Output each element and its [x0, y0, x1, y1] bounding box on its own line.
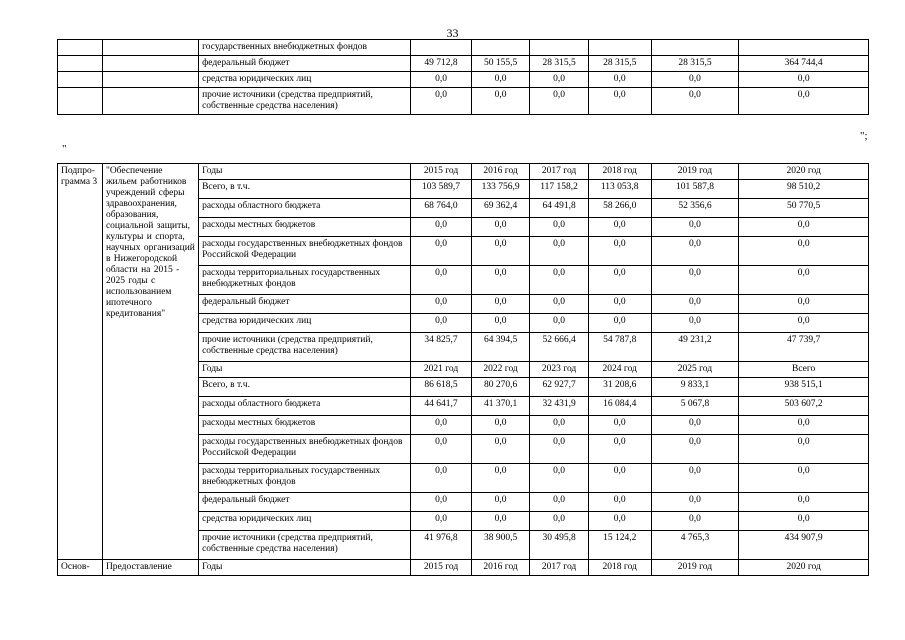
value-cell: 49 712,8: [411, 56, 472, 72]
value-cell: 4 765,3: [651, 531, 739, 560]
value-cell: 86 618,5: [411, 378, 472, 397]
value-cell: 0,0: [471, 237, 530, 266]
value-cell: [588, 40, 651, 56]
value-cell: 0,0: [588, 512, 651, 531]
value-cell: 0,0: [471, 464, 530, 493]
empty-cell: [58, 88, 103, 115]
value-cell: 0,0: [651, 266, 739, 295]
value-cell: 133 756,9: [471, 180, 530, 199]
row-label: расходы местных бюджетов: [199, 416, 411, 435]
row-label: прочие источники (средства предприятий, собственные средства населения): [199, 531, 411, 560]
value-cell: 0,0: [411, 435, 472, 464]
row-label: расходы государственных внебюджетных фондов Российской Федерации: [199, 237, 411, 266]
value-cell: 0,0: [530, 237, 589, 266]
program-code: Подпро-грамма 3: [58, 164, 103, 560]
value-cell: 0,0: [411, 512, 472, 531]
row-label: расходы областного бюджета: [199, 199, 411, 218]
value-cell: 0,0: [739, 266, 869, 295]
table-row: [58, 40, 869, 56]
row-code: Основ-: [58, 560, 103, 576]
value-cell: 0,0: [739, 314, 869, 333]
value-cell: 15 124,2: [588, 531, 651, 560]
table-row: [58, 88, 869, 115]
value-cell: 0,0: [651, 237, 739, 266]
value-cell: 0,0: [411, 72, 472, 88]
value-cell: 0,0: [530, 493, 589, 512]
value-cell: 0,0: [471, 218, 530, 237]
value-cell: 0,0: [588, 88, 651, 115]
value-cell: 0,0: [651, 464, 739, 493]
row-label: средства юридических лиц: [199, 314, 411, 333]
value-cell: 68 764,0: [411, 199, 472, 218]
value-cell: 0,0: [411, 416, 472, 435]
value-cell: 44 641,7: [411, 397, 472, 416]
closing-quote: ";: [860, 130, 868, 142]
page-number: 33: [446, 26, 459, 40]
table-row: [58, 560, 869, 576]
years-header-label: Годы: [199, 362, 411, 378]
value-cell: 31 208,6: [588, 378, 651, 397]
value-cell: 0,0: [530, 295, 589, 314]
year-header: 2019 год: [651, 560, 739, 576]
value-cell: [530, 40, 589, 56]
value-cell: 0,0: [588, 314, 651, 333]
value-cell: 0,0: [651, 295, 739, 314]
year-header: 2016 год: [471, 560, 530, 576]
value-cell: 0,0: [530, 435, 589, 464]
value-cell: 64 491,8: [530, 199, 589, 218]
value-cell: 0,0: [651, 72, 739, 88]
value-cell: 113 053,8: [588, 180, 651, 199]
value-cell: 98 510,2: [739, 180, 869, 199]
row-name: Предоставление: [102, 560, 198, 576]
value-cell: 49 231,2: [651, 333, 739, 362]
value-cell: 0,0: [471, 72, 530, 88]
value-cell: 0,0: [471, 295, 530, 314]
value-cell: 28 315,5: [588, 56, 651, 72]
value-cell: 103 589,7: [411, 180, 472, 199]
year-header: Всего: [739, 362, 869, 378]
row-label: федеральный бюджет: [199, 295, 411, 314]
row-label: расходы областного бюджета: [199, 397, 411, 416]
table-row: [58, 72, 869, 88]
value-cell: 62 927,7: [530, 378, 589, 397]
year-header: 2020 год: [739, 164, 869, 180]
value-cell: 0,0: [411, 493, 472, 512]
year-header: 2019 год: [651, 164, 739, 180]
value-cell: 16 084,4: [588, 397, 651, 416]
value-cell: 0,0: [411, 218, 472, 237]
value-cell: 0,0: [530, 266, 589, 295]
value-cell: 0,0: [471, 266, 530, 295]
value-cell: 0,0: [530, 416, 589, 435]
value-cell: 54 787,8: [588, 333, 651, 362]
row-label: прочие источники (средства предприятий, собственные средства населения): [199, 88, 411, 115]
value-cell: 0,0: [530, 218, 589, 237]
year-header: 2015 год: [411, 164, 472, 180]
value-cell: 0,0: [651, 218, 739, 237]
value-cell: 0,0: [588, 237, 651, 266]
row-label: средства юридических лиц: [199, 72, 411, 88]
row-label: расходы местных бюджетов: [199, 218, 411, 237]
value-cell: 0,0: [739, 72, 869, 88]
value-cell: 0,0: [739, 88, 869, 115]
subprogram-table: [57, 163, 869, 576]
value-cell: 0,0: [530, 88, 589, 115]
table-row: [58, 164, 869, 180]
row-label: государственных внебюджетных фондов: [199, 40, 411, 56]
empty-cell: [102, 72, 198, 88]
value-cell: 0,0: [588, 266, 651, 295]
value-cell: 0,0: [530, 512, 589, 531]
value-cell: 52 666,4: [530, 333, 589, 362]
value-cell: 0,0: [471, 88, 530, 115]
year-header: 2018 год: [588, 560, 651, 576]
empty-cell: [102, 56, 198, 72]
year-header: 2024 год: [588, 362, 651, 378]
value-cell: 5 067,8: [651, 397, 739, 416]
value-cell: 364 744,4: [739, 56, 869, 72]
value-cell: 30 495,8: [530, 531, 589, 560]
value-cell: 0,0: [411, 295, 472, 314]
value-cell: 0,0: [411, 266, 472, 295]
value-cell: 0,0: [651, 314, 739, 333]
value-cell: 47 739,7: [739, 333, 869, 362]
value-cell: 9 833,1: [651, 378, 739, 397]
value-cell: 0,0: [411, 464, 472, 493]
value-cell: 41 370,1: [471, 397, 530, 416]
value-cell: 0,0: [471, 314, 530, 333]
row-label: средства юридических лиц: [199, 512, 411, 531]
value-cell: 0,0: [739, 218, 869, 237]
value-cell: 58 266,0: [588, 199, 651, 218]
value-cell: 0,0: [651, 416, 739, 435]
value-cell: 0,0: [739, 295, 869, 314]
row-label: расходы территориальных государственных внебюджетных фондов: [199, 464, 411, 493]
value-cell: 50 155,5: [471, 56, 530, 72]
table-row: [58, 56, 869, 72]
empty-cell: [58, 40, 103, 56]
value-cell: 34 825,7: [411, 333, 472, 362]
value-cell: 80 270,6: [471, 378, 530, 397]
row-label: расходы территориальных государственных внебюджетных фондов: [199, 266, 411, 295]
row-label: Всего, в т.ч.: [199, 378, 411, 397]
year-header: 2018 год: [588, 164, 651, 180]
row-label: расходы государственных внебюджетных фондов Российской Федерации: [199, 435, 411, 464]
value-cell: [471, 40, 530, 56]
year-header: 2016 год: [471, 164, 530, 180]
value-cell: 0,0: [471, 416, 530, 435]
years-header-label: Годы: [199, 164, 411, 180]
value-cell: 0,0: [530, 464, 589, 493]
value-cell: 0,0: [530, 72, 589, 88]
value-cell: 0,0: [530, 314, 589, 333]
value-cell: 0,0: [651, 435, 739, 464]
top-continuation-table: [57, 39, 869, 115]
value-cell: 69 362,4: [471, 199, 530, 218]
value-cell: 503 607,2: [739, 397, 869, 416]
value-cell: [411, 40, 472, 56]
value-cell: 28 315,5: [651, 56, 739, 72]
value-cell: 32 431,9: [530, 397, 589, 416]
program-name: "Обеспечение жильем работников учреждений сферы здравоохранения, образования, социальной защиты, культуры и спорта, научных организаций в Нижегородской области на 2015 - 2025 годы с использованием ипотечного кредитования": [102, 164, 198, 560]
year-header: 2021 год: [411, 362, 472, 378]
value-cell: 52 356,6: [651, 199, 739, 218]
value-cell: 0,0: [588, 295, 651, 314]
value-cell: 0,0: [471, 435, 530, 464]
year-header: 2017 год: [530, 560, 589, 576]
value-cell: 0,0: [588, 416, 651, 435]
years-header-label: Годы: [199, 560, 411, 576]
value-cell: 117 158,2: [530, 180, 589, 199]
value-cell: 0,0: [739, 416, 869, 435]
value-cell: 0,0: [411, 88, 472, 115]
value-cell: 0,0: [739, 493, 869, 512]
value-cell: [739, 40, 869, 56]
value-cell: 0,0: [588, 435, 651, 464]
opening-quote: ": [62, 143, 67, 155]
row-label: прочие источники (средства предприятий, собственные средства населения): [199, 333, 411, 362]
value-cell: 0,0: [651, 512, 739, 531]
value-cell: 0,0: [471, 512, 530, 531]
value-cell: 0,0: [651, 88, 739, 115]
value-cell: 0,0: [651, 493, 739, 512]
row-label: федеральный бюджет: [199, 56, 411, 72]
value-cell: 0,0: [739, 464, 869, 493]
value-cell: 50 770,5: [739, 199, 869, 218]
year-header: 2015 год: [411, 560, 472, 576]
year-header: 2025 год: [651, 362, 739, 378]
value-cell: 38 900,5: [471, 531, 530, 560]
year-header: 2022 год: [471, 362, 530, 378]
value-cell: 0,0: [588, 493, 651, 512]
year-header: 2020 год: [739, 560, 869, 576]
empty-cell: [58, 72, 103, 88]
empty-cell: [58, 56, 103, 72]
value-cell: 938 515,1: [739, 378, 869, 397]
value-cell: 0,0: [588, 72, 651, 88]
value-cell: 0,0: [588, 218, 651, 237]
empty-cell: [102, 40, 198, 56]
row-label: федеральный бюджет: [199, 493, 411, 512]
value-cell: 64 394,5: [471, 333, 530, 362]
year-header: 2023 год: [530, 362, 589, 378]
value-cell: 0,0: [411, 237, 472, 266]
row-label: Всего, в т.ч.: [199, 180, 411, 199]
year-header: 2017 год: [530, 164, 589, 180]
value-cell: 0,0: [588, 464, 651, 493]
value-cell: 41 976,8: [411, 531, 472, 560]
value-cell: [651, 40, 739, 56]
value-cell: 434 907,9: [739, 531, 869, 560]
value-cell: 0,0: [411, 314, 472, 333]
value-cell: 0,0: [739, 435, 869, 464]
value-cell: 0,0: [739, 512, 869, 531]
value-cell: 0,0: [471, 493, 530, 512]
value-cell: 28 315,5: [530, 56, 589, 72]
empty-cell: [102, 88, 198, 115]
value-cell: 101 587,8: [651, 180, 739, 199]
value-cell: 0,0: [739, 237, 869, 266]
